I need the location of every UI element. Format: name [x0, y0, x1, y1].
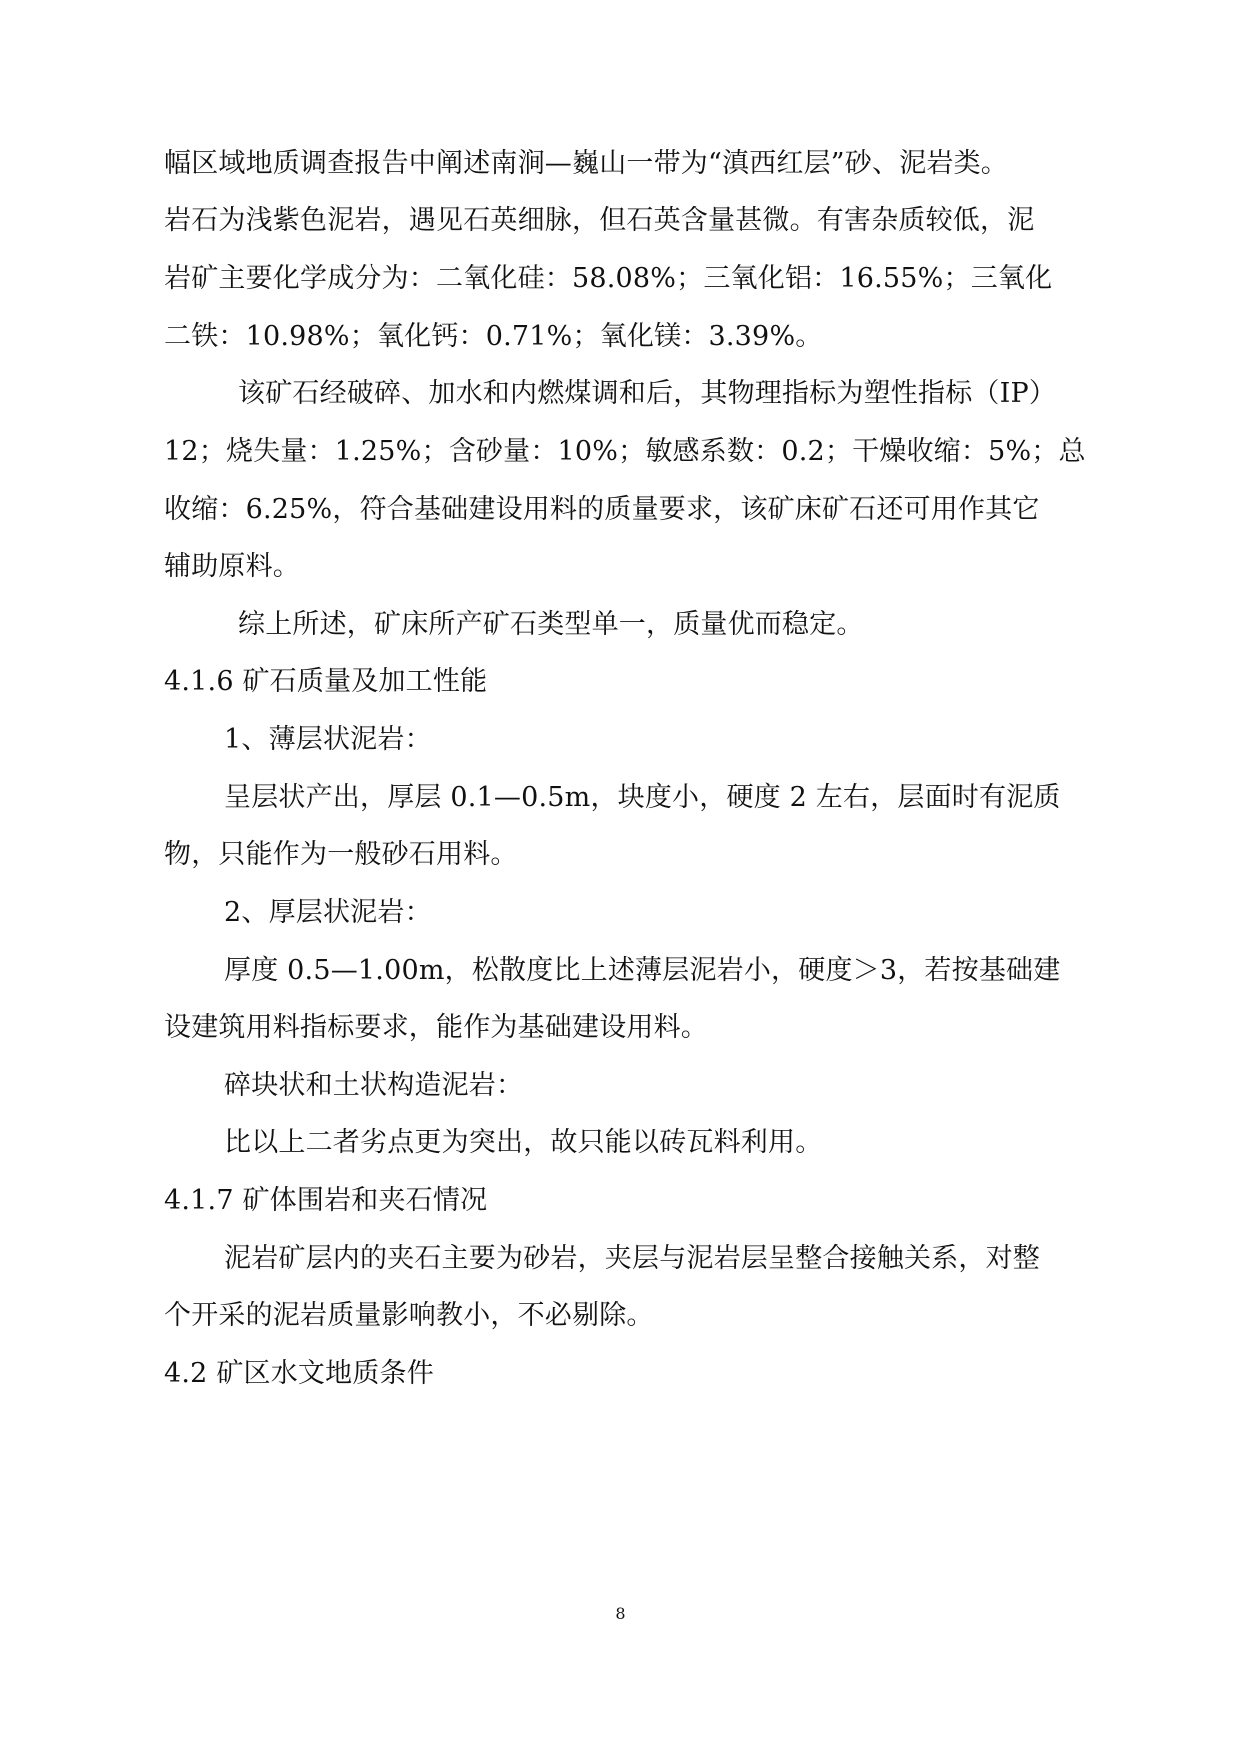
paragraph-line: 辅助原料。 — [164, 551, 300, 582]
item-title-thin-layer-mudstone: 1、薄层状泥岩： — [224, 724, 432, 755]
paragraph-line: 收缩：6.25%，符合基础建设用料的质量要求，该矿床矿石还可用作其它 — [164, 494, 1040, 525]
section-heading-4-1-7: 4.1.7 矿体围岩和夹石情况 — [164, 1185, 488, 1216]
paragraph-line: 幅区域地质调查报告中阐述南涧—巍山一带为“滇西红层”砂、泥岩类。 — [164, 148, 1009, 179]
paragraph-line: 岩矿主要化学成分为：二氧化硅：58.08%；三氧化铝：16.55%；三氧化 — [164, 263, 1053, 294]
paragraph-line: 该矿石经破碎、加水和内燃煤调和后，其物理指标为塑性指标（IP） — [238, 378, 1057, 409]
paragraph-line: 厚度 0.5—1.00m，松散度比上述薄层泥岩小，硬度＞3，若按基础建 — [224, 955, 1061, 986]
item-title-thick-layer-mudstone: 2、厚层状泥岩： — [224, 897, 432, 928]
summary-paragraph: 综上所述，矿床所产矿石类型单一，质量优而稳定。 — [238, 609, 864, 640]
section-heading-4-1-6: 4.1.6 矿石质量及加工性能 — [164, 666, 488, 697]
paragraph-line: 个开采的泥岩质量影响教小，不必剔除。 — [164, 1300, 654, 1331]
item-title-fragmented-mudstone: 碎块状和土状构造泥岩： — [224, 1070, 524, 1101]
page-number: 8 — [615, 1604, 626, 1623]
paragraph-line: 物，只能作为一般砂石用料。 — [164, 839, 518, 870]
paragraph-line: 设建筑用料指标要求，能作为基础建设用料。 — [164, 1012, 708, 1043]
paragraph-line: 呈层状产出，厚层 0.1—0.5m，块度小，硬度 2 左右，层面时有泥质 — [224, 782, 1061, 813]
paragraph-line: 12；烧失量：1.25%；含砂量：10%；敏感系数：0.2；干燥收缩：5%；总 — [164, 436, 1086, 467]
paragraph-line: 泥岩矿层内的夹石主要为砂岩，夹层与泥岩层呈整合接触关系，对整 — [224, 1243, 1040, 1274]
paragraph-line: 比以上二者劣点更为突出，故只能以砖瓦料利用。 — [224, 1127, 823, 1158]
paragraph-line: 二铁：10.98%；氧化钙：0.71%；氧化镁：3.39%。 — [164, 321, 823, 352]
section-heading-4-2: 4.2 矿区水文地质条件 — [164, 1358, 434, 1389]
paragraph-line: 岩石为浅紫色泥岩，遇见石英细脉，但石英含量甚微。有害杂质较低，泥 — [164, 205, 1035, 236]
